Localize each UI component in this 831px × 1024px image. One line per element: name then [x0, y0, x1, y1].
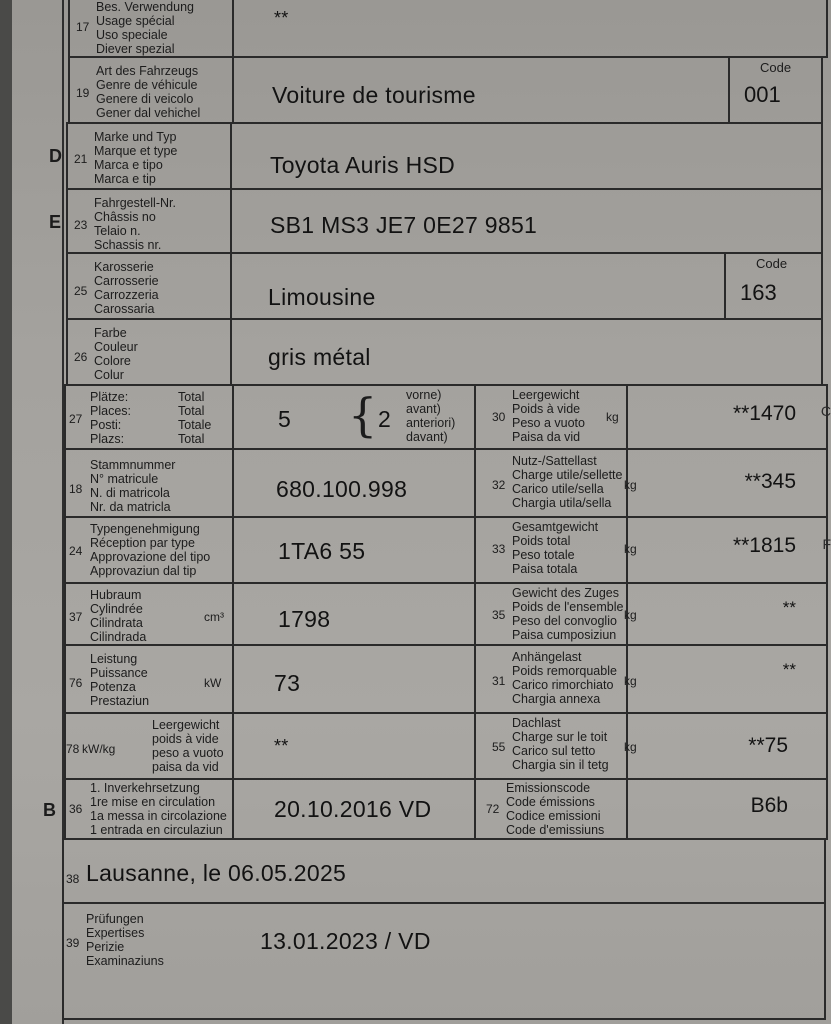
field-39-inspections: 39 Prüfungen Expertises Perizie Examinaziuns 13.01.2023 / VD [62, 902, 826, 1020]
field-25-body-type [66, 252, 823, 320]
field-24-type-approval: 24 Typengenehmigung Réception par type Approvazione del tipo Approvaziun dal tip 1TA6 55 [69, 522, 366, 578]
field-72-emission-code: 72 Emissionscode Code émissions Codice emissioni Code d'emissiuns B6b [486, 781, 788, 837]
field-label: Farbe Couleur Colore Colur [94, 326, 138, 382]
field-76-power: 76 Leistung Puissance Potenza Prestaziun kW 73 [69, 652, 301, 708]
field-value: **1815 [732, 534, 796, 557]
field-value: Voiture de tourisme [272, 82, 476, 108]
field-18-registry-number: 18 Stammnummer N° matricule N. di matricola Nr. da matricla 680.100.998 [69, 458, 408, 514]
field-value: gris métal [268, 344, 371, 370]
field-label: Typengenehmigung Réception par type Approvazione del tipo Approvaziun dal tip [90, 522, 211, 578]
field-label-total: Total Total Totale Total [178, 390, 212, 446]
field-label: Anhängelast Poids remorquable Carico rimorchiato Chargia annexa [512, 650, 617, 706]
field-32-payload: 32 Nutz-/Sattellast Charge utile/sellette Carico utile/sella Chargia utila/sella kg **345 [492, 454, 796, 510]
side-letter-e: E [49, 212, 62, 232]
field-37-displacement: 37 Hubraum Cylindrée Cilindrata Cilindrada cm³ 1798 [69, 588, 331, 644]
field-19-vehicle-type [68, 56, 823, 124]
field-value: SB1 MS3 JE7 0E27 9851 [270, 212, 538, 238]
field-label: Emissionscode Code émissions Codice emissioni Code d'emissiuns [506, 781, 605, 837]
field-value-front: 2 [378, 406, 392, 432]
code-value: 001 [744, 82, 781, 107]
field-number: 25 [74, 284, 88, 298]
field-label: Art des Fahrzeugs Genre de véhicule Genere di veicolo Gener dal vehichel [96, 64, 201, 120]
field-value: ** [274, 736, 289, 756]
field-label: Marke und Typ Marque et type Marca e tipo Marca e tip [94, 130, 178, 186]
edge-letter-f: F [822, 536, 831, 552]
field-number: 26 [74, 350, 88, 364]
code-box: Code 001 [728, 58, 825, 122]
two-column-block [64, 384, 828, 840]
field-26-color [66, 318, 823, 386]
field-78-power-weight-ratio: 78 kW/kg Leergewicht poids à vide peso a vuoto paisa da vid ** [66, 718, 289, 774]
field-30-empty-weight: 30 Leergewicht Poids à vide Peso a vuoto Paisa da vid kg **1470 [492, 388, 796, 444]
field-label: Bes. Verwendung Usage spécial Uso speciale Diever spezial [96, 0, 194, 56]
field-value: 1TA6 55 [278, 538, 366, 564]
field-label: Gewicht des Zuges Poids de l'ensemble Peso del convoglio Paisa cumposiziun [512, 586, 624, 642]
field-value: 1798 [278, 606, 331, 632]
side-letter-d: D [49, 146, 62, 166]
field-label: Leergewicht Poids à vide Peso a vuoto Paisa da vid [512, 388, 585, 444]
field-label: Fahrgestell-Nr. Châssis no Telaio n. Schassis nr. [94, 196, 176, 252]
field-value: ** [782, 660, 796, 679]
code-value: 163 [740, 280, 777, 305]
field-31-towing-weight: 31 Anhängelast Poids remorquable Carico rimorchiato Chargia annexa kg ** [492, 650, 796, 706]
field-number: 17 [76, 20, 90, 34]
field-label: Gesamtgewicht Poids total Peso totale Paisa totala [512, 520, 599, 576]
field-21-make-model [66, 122, 823, 190]
field-value: Limousine [268, 284, 376, 310]
field-number: 19 [76, 86, 90, 100]
field-17-special-use [68, 0, 828, 58]
field-label: Dachlast Charge sur le toit Carico sul tetto Chargia sin il tetg [512, 716, 609, 772]
field-label: 1. Inverkehrsetzung 1re mise en circulation 1a messa in circolazione 1 entrada en circulaziun [90, 781, 227, 837]
edge-letter-c: C [820, 403, 831, 419]
field-label: Leergewicht poids à vide peso a vuoto paisa da vid [152, 718, 224, 774]
field-value: **1470 [732, 402, 796, 425]
field-label: Hubraum Cylindrée Cilindrata Cilindrada [90, 588, 147, 644]
field-label: Plätze: Places: Posti: Plazs: [90, 390, 131, 446]
field-value: 680.100.998 [276, 476, 408, 502]
field-label: Nutz-/Sattellast Charge utile/sellette Carico utile/sella Chargia utila/sella [512, 454, 623, 510]
field-value: 73 [274, 670, 301, 696]
field-number: 23 [74, 218, 88, 232]
field-value: ** [274, 8, 289, 28]
field-55-roof-load: 55 Dachlast Charge sur le toit Carico sul tetto Chargia sin il tetg kg **75 [492, 716, 788, 772]
field-23-chassis-number [66, 188, 823, 254]
field-35-train-weight: 35 Gewicht des Zuges Poids de l'ensemble Peso del convoglio Paisa cumposiziun kg ** [492, 586, 796, 642]
field-number: 21 [74, 152, 88, 166]
field-value: Lausanne, le 06.05.2025 [86, 860, 347, 886]
field-38-place-date: 38 Lausanne, le 06.05.2025 [62, 838, 826, 904]
field-value: 13.01.2023 / VD [260, 928, 431, 954]
registration-document [12, 0, 831, 1024]
field-value: **345 [744, 470, 796, 493]
field-value: B6b [750, 794, 788, 817]
field-label: Leistung Puissance Potenza Prestaziun [90, 652, 150, 708]
field-36-first-registration: 36 1. Inverkehrsetzung 1re mise en circulation 1a messa in circolazione 1 entrada en circulaziun 20.10.2016 VD [69, 781, 432, 837]
field-label: Karosserie Carrosserie Carrozzeria Carossaria [94, 260, 159, 316]
field-label-front: vorne) avant) anteriori) davant) [406, 388, 456, 444]
field-label: Prüfungen Expertises Perizie Examinaziuns [86, 912, 164, 968]
field-label: Stammnummer N° matricule N. di matricola Nr. da matricla [90, 458, 176, 514]
field-value: ** [782, 598, 796, 617]
field-value-total: 5 [278, 406, 292, 432]
field-value: Toyota Auris HSD [270, 152, 456, 178]
field-27-seats: 27 Plätze: Places: Posti: Plazs: Total Total Totale Total 5 { 2 vorne) avant) anteriori) davant) [69, 388, 456, 446]
side-letter-b: B [43, 800, 56, 820]
field-value: 20.10.2016 VD [274, 796, 432, 822]
field-value: **75 [748, 734, 788, 757]
code-box: Code 163 [724, 254, 823, 318]
field-33-total-weight: 33 Gesamtgewicht Poids total Peso totale Paisa totala kg **1815 [492, 520, 796, 576]
